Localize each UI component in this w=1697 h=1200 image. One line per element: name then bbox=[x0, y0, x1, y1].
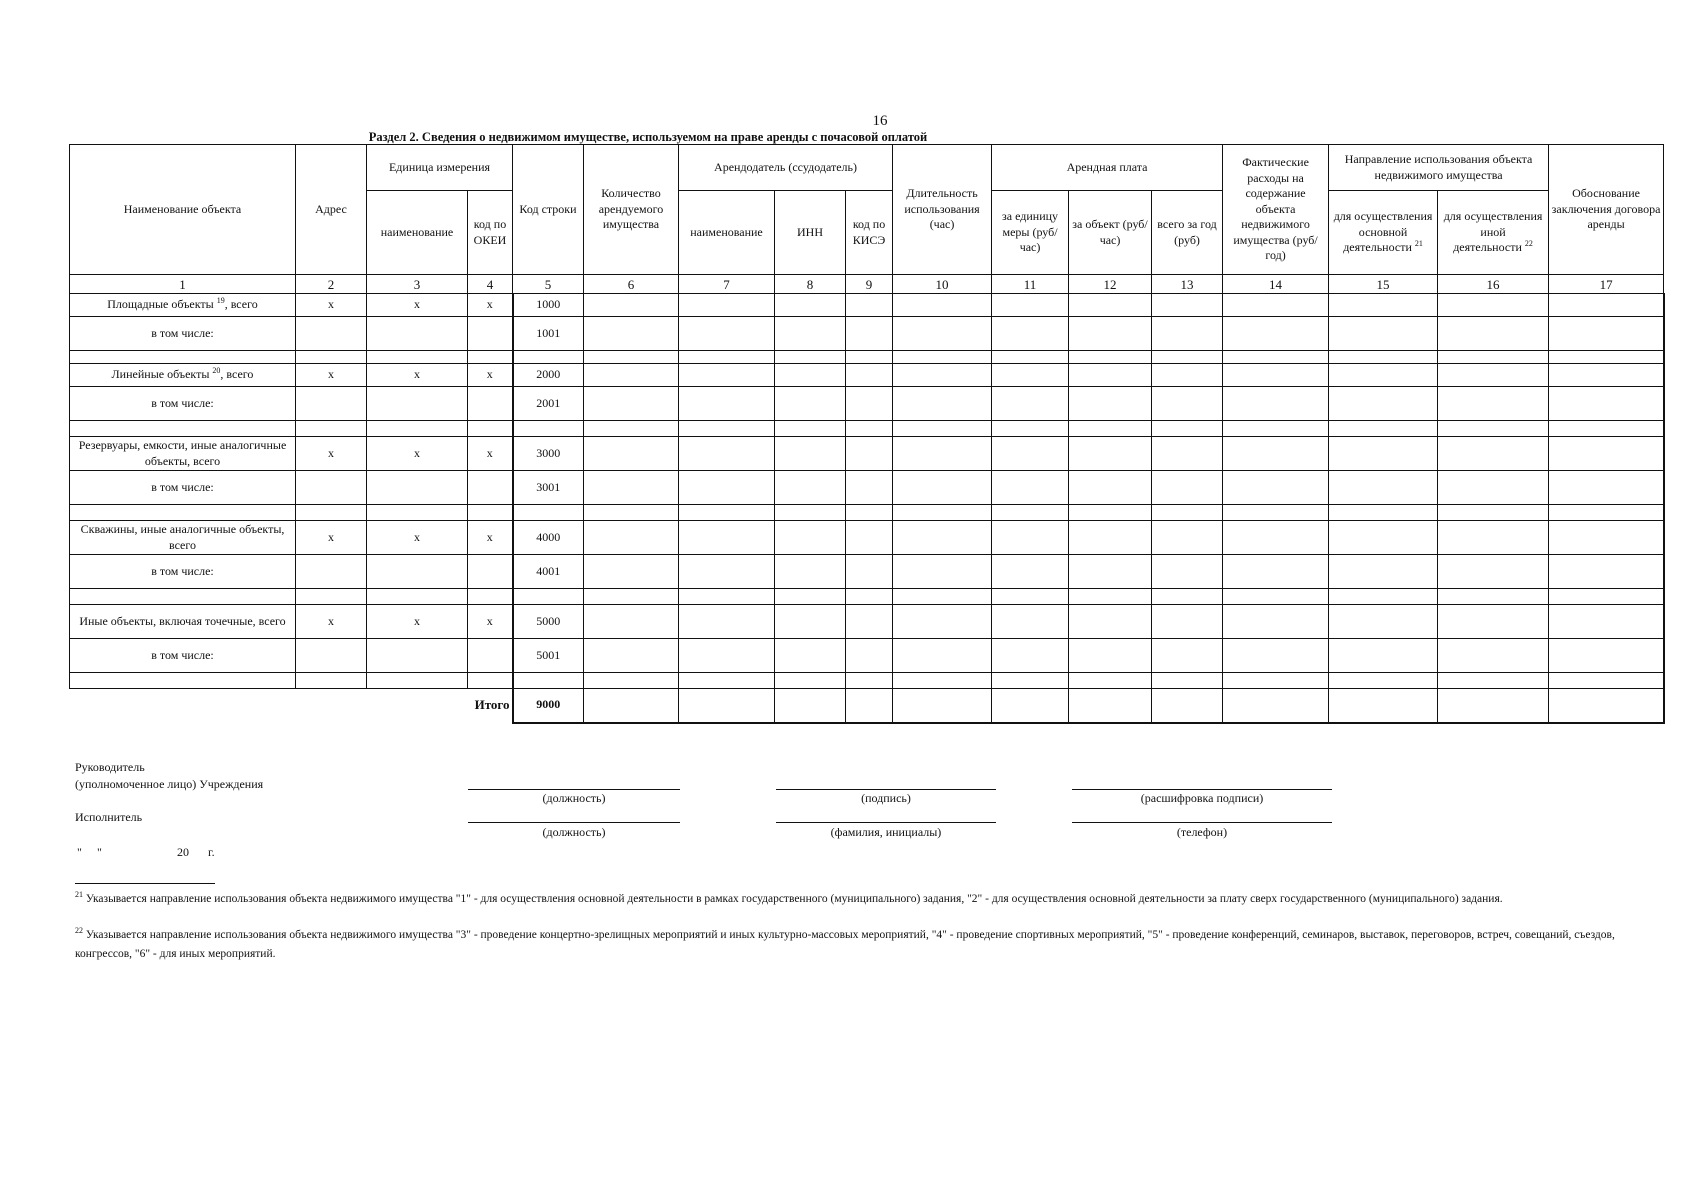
cell[interactable] bbox=[584, 639, 679, 673]
cell[interactable] bbox=[893, 605, 992, 639]
cell[interactable] bbox=[1069, 471, 1152, 505]
position-caption: (должность) bbox=[542, 791, 606, 805]
cell[interactable] bbox=[1223, 605, 1329, 639]
row-mark: x bbox=[296, 294, 367, 317]
header-duration: Длительность использования (час) bbox=[893, 145, 992, 275]
cell[interactable] bbox=[1438, 437, 1549, 471]
row-mark: x bbox=[367, 364, 468, 387]
column-number: 13 bbox=[1152, 275, 1223, 294]
cell[interactable] bbox=[893, 387, 992, 421]
cell[interactable] bbox=[1069, 555, 1152, 589]
head-label-2: (уполномоченное лицо) Учреждения bbox=[75, 777, 264, 791]
cell[interactable] bbox=[1223, 639, 1329, 673]
cell[interactable] bbox=[1438, 521, 1549, 555]
header-row-1 bbox=[70, 145, 1664, 191]
cell[interactable] bbox=[1223, 437, 1329, 471]
cell[interactable] bbox=[584, 437, 679, 471]
cell[interactable] bbox=[992, 317, 1069, 351]
cell[interactable] bbox=[679, 605, 775, 639]
column-number-row bbox=[70, 275, 1664, 294]
cell[interactable] bbox=[893, 317, 992, 351]
header-address: Адрес bbox=[296, 145, 367, 275]
cell[interactable] bbox=[367, 471, 468, 505]
header-lessor-name: наименование bbox=[679, 191, 775, 275]
cell[interactable] bbox=[992, 471, 1069, 505]
cell[interactable] bbox=[893, 471, 992, 505]
cell[interactable] bbox=[1223, 364, 1329, 387]
head-label: Руководитель bbox=[75, 760, 145, 774]
cell[interactable] bbox=[679, 639, 775, 673]
signature-line[interactable] bbox=[776, 789, 996, 790]
row-mark: x bbox=[296, 521, 367, 555]
row-sub-label: в том числе: bbox=[70, 471, 296, 505]
cell[interactable] bbox=[1069, 294, 1152, 317]
cell[interactable] bbox=[1438, 364, 1549, 387]
cell[interactable] bbox=[1438, 605, 1549, 639]
row-mark: x bbox=[468, 437, 513, 471]
header-actual-costs: Фактические расходы на содержание объекта недвижимого имущества (руб/год) bbox=[1223, 145, 1329, 275]
cell[interactable] bbox=[992, 387, 1069, 421]
cell[interactable] bbox=[1069, 639, 1152, 673]
cell[interactable] bbox=[1069, 605, 1152, 639]
cell[interactable] bbox=[1152, 521, 1223, 555]
cell[interactable] bbox=[846, 364, 893, 387]
cell[interactable] bbox=[775, 317, 846, 351]
date-quote-close: " bbox=[97, 845, 102, 859]
column-number: 1 bbox=[70, 275, 296, 294]
column-number: 9 bbox=[846, 275, 893, 294]
cell[interactable] bbox=[1069, 387, 1152, 421]
cell[interactable] bbox=[1069, 521, 1152, 555]
cell[interactable] bbox=[1549, 387, 1664, 421]
cell[interactable] bbox=[1329, 364, 1438, 387]
footnote-divider bbox=[75, 883, 215, 884]
cell[interactable] bbox=[679, 471, 775, 505]
cell[interactable] bbox=[296, 555, 367, 589]
cell[interactable] bbox=[296, 387, 367, 421]
cell[interactable] bbox=[1223, 555, 1329, 589]
date-suffix: г. bbox=[208, 845, 215, 859]
cell[interactable] bbox=[1329, 471, 1438, 505]
footnote-22: $^{22}$ Указывается направление использования объекта недвижимого имущества "3" - проведение концертно-зрелищных мероприятий и иных культурно-массовых мероприятий, "4" - проведение спортивных мероприятий, "5" - проведение конференций, семинаров, выставок, переговоров, встреч, совещаний, съездов, конгрессов, "6" - для иных мероприятий. bbox=[75, 926, 1615, 960]
table-row bbox=[70, 317, 1664, 351]
cell[interactable] bbox=[367, 387, 468, 421]
row-mark: x bbox=[468, 294, 513, 317]
cell[interactable] bbox=[468, 317, 513, 351]
cell[interactable] bbox=[584, 471, 679, 505]
cell[interactable] bbox=[468, 471, 513, 505]
cell[interactable] bbox=[992, 605, 1069, 639]
column-number: 7 bbox=[679, 275, 775, 294]
column-number: 2 bbox=[296, 275, 367, 294]
cell[interactable] bbox=[1223, 521, 1329, 555]
column-number: 8 bbox=[775, 275, 846, 294]
cell[interactable] bbox=[584, 555, 679, 589]
header-direction-main: для осуществления основной деятельности $^{21}$ bbox=[1329, 191, 1438, 275]
table-row-blank bbox=[70, 673, 1664, 689]
column-number: 10 bbox=[893, 275, 992, 294]
cell[interactable] bbox=[1152, 387, 1223, 421]
cell[interactable] bbox=[1549, 471, 1664, 505]
cell[interactable] bbox=[679, 317, 775, 351]
cell[interactable] bbox=[775, 471, 846, 505]
cell[interactable] bbox=[775, 364, 846, 387]
date-quote-open: " bbox=[77, 845, 82, 859]
cell[interactable] bbox=[846, 521, 893, 555]
cell[interactable] bbox=[1329, 521, 1438, 555]
cell[interactable] bbox=[893, 364, 992, 387]
cell[interactable] bbox=[296, 639, 367, 673]
fio-caption: (фамилия, инициалы) bbox=[830, 825, 942, 839]
cell[interactable] bbox=[893, 555, 992, 589]
header-lessor-group: Арендодатель (ссудодатель) bbox=[679, 145, 893, 191]
header-name: Наименование объекта bbox=[70, 145, 296, 275]
row-code: 2001 bbox=[513, 387, 584, 421]
cell[interactable] bbox=[893, 639, 992, 673]
table-row bbox=[70, 437, 1664, 471]
row-code: 4000 bbox=[513, 521, 584, 555]
cell[interactable] bbox=[1223, 294, 1329, 317]
executor-phone-line[interactable] bbox=[1072, 822, 1332, 823]
row-name: Скважины, иные аналогичные объекты, всего bbox=[70, 521, 296, 555]
header-justification: Обоснование заключения договора аренды bbox=[1549, 145, 1664, 275]
row-code: 1000 bbox=[513, 294, 584, 317]
cell[interactable] bbox=[1069, 317, 1152, 351]
cell[interactable] bbox=[1549, 364, 1664, 387]
cell[interactable] bbox=[1438, 471, 1549, 505]
cell[interactable] bbox=[584, 689, 679, 723]
header-unit-group: Единица измерения bbox=[367, 145, 513, 191]
decoding-line[interactable] bbox=[1072, 789, 1332, 790]
cell[interactable] bbox=[679, 555, 775, 589]
cell[interactable] bbox=[584, 387, 679, 421]
cell[interactable] bbox=[468, 555, 513, 589]
row-mark: x bbox=[468, 364, 513, 387]
header-row-code: Код строки bbox=[513, 145, 584, 275]
cell[interactable] bbox=[584, 364, 679, 387]
cell[interactable] bbox=[1549, 521, 1664, 555]
header-rent-group: Арендная плата bbox=[992, 145, 1223, 191]
executor-name-line[interactable] bbox=[776, 822, 996, 823]
executor-label: Исполнитель bbox=[75, 810, 143, 824]
cell[interactable] bbox=[775, 605, 846, 639]
column-number: 16 bbox=[1438, 275, 1549, 294]
cell[interactable] bbox=[1152, 605, 1223, 639]
row-code: 1001 bbox=[513, 317, 584, 351]
table-row-blank bbox=[70, 421, 1664, 437]
row-code: 3001 bbox=[513, 471, 584, 505]
cell[interactable] bbox=[992, 294, 1069, 317]
cell[interactable] bbox=[1152, 639, 1223, 673]
cell[interactable] bbox=[1069, 437, 1152, 471]
table-row bbox=[70, 639, 1664, 673]
position-line[interactable] bbox=[468, 789, 680, 790]
row-mark: x bbox=[468, 605, 513, 639]
executor-position-line[interactable] bbox=[468, 822, 680, 823]
row-name: Иные объекты, включая точечные, всего bbox=[70, 605, 296, 639]
row-code: 2000 bbox=[513, 364, 584, 387]
column-number: 11 bbox=[992, 275, 1069, 294]
cell[interactable] bbox=[846, 605, 893, 639]
cell[interactable] bbox=[1438, 317, 1549, 351]
cell[interactable] bbox=[1438, 294, 1549, 317]
cell[interactable] bbox=[846, 294, 893, 317]
cell[interactable] bbox=[679, 294, 775, 317]
cell[interactable] bbox=[846, 639, 893, 673]
cell[interactable] bbox=[1152, 364, 1223, 387]
cell[interactable] bbox=[1549, 294, 1664, 317]
cell[interactable] bbox=[992, 555, 1069, 589]
header-unit-okei: код по ОКЕИ bbox=[468, 191, 513, 275]
total-label: Итого bbox=[474, 697, 510, 713]
cell[interactable] bbox=[367, 317, 468, 351]
signature-caption: (подпись) bbox=[861, 791, 911, 805]
cell[interactable] bbox=[1329, 387, 1438, 421]
total-code: 9000 bbox=[513, 689, 584, 723]
cell[interactable] bbox=[1329, 689, 1438, 723]
cell[interactable] bbox=[1329, 555, 1438, 589]
cell[interactable] bbox=[1069, 364, 1152, 387]
row-name: Площадные объекты $^{19}$, всего bbox=[70, 294, 296, 317]
executor-position-caption: (должность) bbox=[542, 825, 606, 839]
column-number: 3 bbox=[367, 275, 468, 294]
cell[interactable] bbox=[893, 689, 992, 723]
row-mark: x bbox=[296, 364, 367, 387]
header-unit-name: наименование bbox=[367, 191, 468, 275]
cell[interactable] bbox=[846, 387, 893, 421]
cell[interactable] bbox=[992, 437, 1069, 471]
section-title: Раздел 2. Сведения о недвижимом имуществе, используемом на праве аренды с почасовой оплатой bbox=[368, 130, 928, 144]
cell[interactable] bbox=[1223, 471, 1329, 505]
footnote-21: $^{21}$ Указывается направление использования объекта недвижимого имущества "1" - для осуществления основной деятельности в рамках государственного (муниципального) задания, "2" - для осуществления основной деятельности за плату сверх государственного (муниципального) задания. bbox=[75, 890, 1503, 905]
cell[interactable] bbox=[679, 437, 775, 471]
total-row bbox=[70, 689, 1664, 723]
row-sub-label: в том числе: bbox=[70, 639, 296, 673]
column-number: 12 bbox=[1069, 275, 1152, 294]
header-rent-object: за объект (руб/час) bbox=[1069, 191, 1152, 275]
cell[interactable] bbox=[1152, 555, 1223, 589]
column-number: 15 bbox=[1329, 275, 1438, 294]
cell[interactable] bbox=[893, 437, 992, 471]
cell[interactable] bbox=[367, 639, 468, 673]
cell[interactable] bbox=[1549, 555, 1664, 589]
cell[interactable] bbox=[775, 639, 846, 673]
cell[interactable] bbox=[1152, 471, 1223, 505]
table-row-blank bbox=[70, 589, 1664, 605]
cell[interactable] bbox=[846, 437, 893, 471]
cell[interactable] bbox=[1549, 639, 1664, 673]
row-code: 5000 bbox=[513, 605, 584, 639]
row-mark: x bbox=[367, 605, 468, 639]
table-row bbox=[70, 294, 1664, 317]
cell[interactable] bbox=[893, 521, 992, 555]
property-rental-table bbox=[69, 144, 1665, 724]
cell[interactable] bbox=[1329, 437, 1438, 471]
table-row bbox=[70, 364, 1664, 387]
cell[interactable] bbox=[846, 689, 893, 723]
cell[interactable] bbox=[1223, 317, 1329, 351]
header-direction-other: для осуществления иной деятельности $^{22}$ bbox=[1438, 191, 1549, 275]
page-number: 16 bbox=[872, 113, 888, 129]
table-row-blank bbox=[70, 505, 1664, 521]
cell[interactable] bbox=[775, 387, 846, 421]
cell[interactable] bbox=[775, 437, 846, 471]
column-number: 4 bbox=[468, 275, 513, 294]
row-sub-label: в том числе: bbox=[70, 317, 296, 351]
cell[interactable] bbox=[775, 294, 846, 317]
table-row-blank bbox=[70, 351, 1664, 364]
header-quantity: Количество арендуемого имущества bbox=[584, 145, 679, 275]
cell[interactable] bbox=[1223, 387, 1329, 421]
cell[interactable] bbox=[679, 364, 775, 387]
row-mark: x bbox=[296, 605, 367, 639]
cell[interactable] bbox=[679, 521, 775, 555]
row-code: 3000 bbox=[513, 437, 584, 471]
cell[interactable] bbox=[992, 364, 1069, 387]
cell[interactable] bbox=[992, 639, 1069, 673]
cell[interactable] bbox=[1438, 555, 1549, 589]
phone-caption: (телефон) bbox=[1176, 825, 1228, 839]
table-row bbox=[70, 555, 1664, 589]
column-number: 6 bbox=[584, 275, 679, 294]
header-lessor-inn: ИНН bbox=[775, 191, 846, 275]
cell[interactable] bbox=[296, 471, 367, 505]
cell[interactable] bbox=[775, 555, 846, 589]
column-number: 5 bbox=[513, 275, 584, 294]
row-code: 5001 bbox=[513, 639, 584, 673]
cell[interactable] bbox=[1438, 689, 1549, 723]
cell[interactable] bbox=[1152, 689, 1223, 723]
cell[interactable] bbox=[584, 294, 679, 317]
cell[interactable] bbox=[1329, 639, 1438, 673]
cell[interactable] bbox=[1152, 437, 1223, 471]
row-mark: x bbox=[367, 437, 468, 471]
column-number: 17 bbox=[1549, 275, 1664, 294]
row-name: Резервуары, емкости, иные аналогичные объекты, всего bbox=[70, 437, 296, 471]
row-sub-label: в том числе: bbox=[70, 387, 296, 421]
row-mark: x bbox=[367, 294, 468, 317]
cell[interactable] bbox=[992, 521, 1069, 555]
cell[interactable] bbox=[893, 294, 992, 317]
header-direction-group: Направление использования объекта недвижимого имущества bbox=[1329, 145, 1549, 191]
decoding-caption: (расшифровка подписи) bbox=[1140, 791, 1264, 805]
cell[interactable] bbox=[775, 689, 846, 723]
cell[interactable] bbox=[1152, 294, 1223, 317]
row-mark: x bbox=[367, 521, 468, 555]
cell[interactable] bbox=[992, 689, 1069, 723]
cell[interactable] bbox=[1549, 437, 1664, 471]
cell[interactable] bbox=[1549, 689, 1664, 723]
cell[interactable] bbox=[1438, 387, 1549, 421]
header-rent-year: всего за год (руб) bbox=[1152, 191, 1223, 275]
cell[interactable] bbox=[679, 689, 775, 723]
row-name: Линейные объекты $^{20}$, всего bbox=[70, 364, 296, 387]
cell[interactable] bbox=[846, 555, 893, 589]
cell[interactable] bbox=[296, 317, 367, 351]
cell[interactable] bbox=[846, 317, 893, 351]
row-mark: x bbox=[296, 437, 367, 471]
column-number: 14 bbox=[1223, 275, 1329, 294]
date-year: 20 bbox=[177, 845, 189, 859]
cell[interactable] bbox=[468, 639, 513, 673]
cell[interactable] bbox=[1069, 689, 1152, 723]
cell[interactable] bbox=[468, 387, 513, 421]
cell[interactable] bbox=[1329, 317, 1438, 351]
cell[interactable] bbox=[1223, 689, 1329, 723]
cell[interactable] bbox=[1549, 317, 1664, 351]
cell[interactable] bbox=[1329, 605, 1438, 639]
header-rent-unit: за единицу меры (руб/час) bbox=[992, 191, 1069, 275]
row-code: 4001 bbox=[513, 555, 584, 589]
cell[interactable] bbox=[367, 555, 468, 589]
cell[interactable] bbox=[584, 521, 679, 555]
row-sub-label: в том числе: bbox=[70, 555, 296, 589]
table-row bbox=[70, 471, 1664, 505]
table-row bbox=[70, 387, 1664, 421]
cell[interactable] bbox=[679, 387, 775, 421]
cell[interactable] bbox=[775, 521, 846, 555]
table-row bbox=[70, 605, 1664, 639]
cell[interactable] bbox=[1549, 605, 1664, 639]
cell[interactable] bbox=[1438, 639, 1549, 673]
cell[interactable] bbox=[1329, 294, 1438, 317]
table-row bbox=[70, 521, 1664, 555]
header-lessor-kise: код по КИСЭ bbox=[846, 191, 893, 275]
cell[interactable] bbox=[846, 471, 893, 505]
cell[interactable] bbox=[584, 605, 679, 639]
cell[interactable] bbox=[1152, 317, 1223, 351]
row-mark: x bbox=[468, 521, 513, 555]
cell[interactable] bbox=[584, 317, 679, 351]
